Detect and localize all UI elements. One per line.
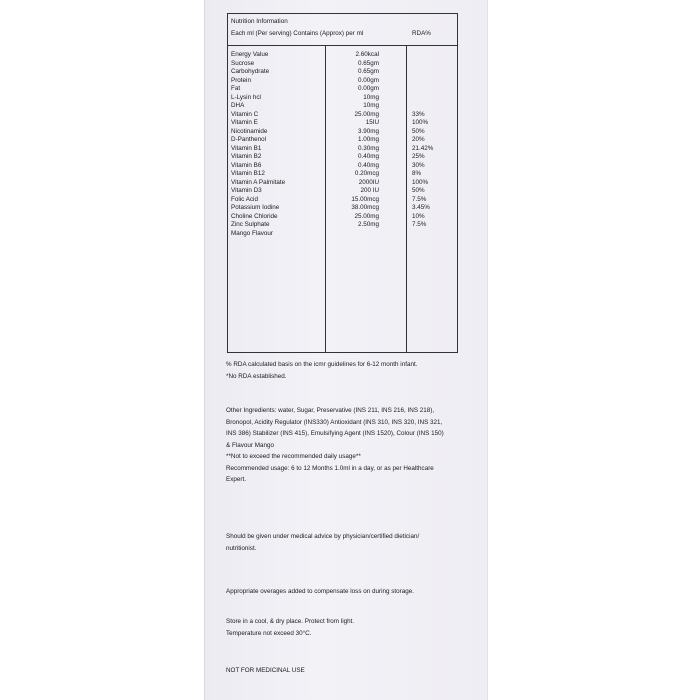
- nutrient-name: Vitamin B6: [231, 161, 262, 169]
- nutrient-rda: 100%: [412, 178, 429, 186]
- nutrient-value: 0.40mg: [357, 153, 379, 160]
- nutrient-name: Potassium Iodine: [231, 204, 280, 211]
- table-title: Nutrition Information: [231, 18, 288, 25]
- table-row: [228, 111, 457, 120]
- table-row: [228, 51, 457, 60]
- rda-header: RDA%: [412, 30, 431, 37]
- ingredients-line: INS 386) Stabilizer (INS 415), Emulsifying Agent (INS 1520), Colour (INS 150): [226, 430, 444, 437]
- table-row: [228, 170, 457, 179]
- nutrient-value: 0.00gm: [357, 85, 379, 92]
- nutrient-value: 0.65gm: [357, 59, 379, 67]
- table-row: [228, 204, 457, 213]
- nutrient-name: Sucrose: [231, 59, 255, 67]
- nutrient-name: Vitamin A Palmitate: [231, 178, 286, 186]
- daily-usage-warning: **Not to exceed the recommended daily usage**: [226, 453, 361, 460]
- nutrient-name: Vitamin B1: [231, 144, 262, 152]
- nutrient-name: Energy Value: [231, 51, 269, 58]
- storage-line: Temperature not exceed 30°C.: [226, 629, 312, 637]
- nutrient-rda: 7.5%: [412, 221, 427, 228]
- table-row: [228, 196, 457, 205]
- table-row: [228, 94, 457, 103]
- not-medicinal-text: NOT FOR MEDICINAL USE: [226, 667, 305, 674]
- nutrient-name: Fat: [231, 85, 241, 92]
- nutrient-name: Vitamin E: [231, 119, 258, 126]
- nutrient-value: 3.90mg: [357, 127, 379, 135]
- nutrition-table: [227, 13, 458, 353]
- table-row: [228, 187, 457, 196]
- table-row: [228, 119, 457, 128]
- table-row: [228, 153, 457, 162]
- nutrient-name: Mango Flavour: [231, 229, 273, 237]
- nutrient-rda: 10%: [412, 212, 425, 220]
- nutrient-rda: 100%: [412, 119, 429, 126]
- nutrient-rda: 33%: [412, 110, 425, 118]
- ingredients-line: & Flavour Mango: [226, 441, 274, 449]
- rda-note: [226, 359, 466, 382]
- medical-line: Should be given under medical advice by physician/certified dietician/: [226, 533, 420, 540]
- table-row: [228, 68, 457, 77]
- nutrient-name: DHA: [231, 102, 245, 109]
- overages-text: Appropriate overages added to compensate loss on during storage.: [226, 588, 414, 595]
- nutrient-value: 10mg: [363, 93, 379, 101]
- nutrient-name: Vitamin D3: [231, 187, 262, 194]
- table-row: [228, 213, 457, 222]
- nutrient-rda: 3.45%: [412, 204, 430, 211]
- nutrient-name: Nicotinamide: [231, 127, 268, 135]
- nutrient-value: 2.50mg: [357, 221, 379, 228]
- no-rda-text: *No RDA established.: [226, 372, 287, 380]
- ingredients-section: [226, 405, 466, 486]
- nutrient-name: Protein: [231, 76, 251, 84]
- nutrient-value: 15IU: [365, 119, 379, 126]
- table-header: [228, 14, 457, 46]
- nutrient-name: Vitamin C: [231, 110, 259, 118]
- ingredients-line: Bronopol, Acidity Regulator (INS330) Antioxidant (INS 310, INS 320, INS 321,: [226, 418, 443, 426]
- nutrient-value: 25.00mg: [354, 212, 379, 220]
- nutrient-name: Zinc Sulphate: [231, 221, 270, 228]
- nutrient-value: 10mg: [363, 102, 379, 109]
- ingredients-line: Other Ingredients: water, Sugar, Preservative (INS 211, INS 216, INS 218),: [226, 407, 435, 414]
- table-row: [228, 102, 457, 111]
- overages-note: [226, 586, 466, 598]
- nutrient-rda: 25%: [412, 153, 425, 160]
- nutrient-value: 0.40mg: [357, 161, 379, 169]
- table-row: [228, 145, 457, 154]
- table-body: [228, 51, 457, 238]
- nutrient-value: 38.00mcg: [351, 204, 379, 211]
- nutrient-value: 200 IU: [360, 187, 379, 194]
- nutrient-value: 0.30mg: [357, 144, 379, 152]
- nutrient-value: 0.20mcg: [354, 170, 379, 177]
- nutrient-name: L-Lysin hcl: [231, 93, 261, 101]
- table-row: [228, 128, 457, 137]
- table-row: [228, 230, 457, 239]
- table-row: [228, 179, 457, 188]
- not-medicinal-note: [226, 665, 466, 677]
- nutrient-value: 2.60kcal: [355, 51, 379, 58]
- nutrient-value: 0.65gm: [357, 68, 379, 75]
- nutrient-rda: 20%: [412, 136, 425, 143]
- table-row: [228, 136, 457, 145]
- nutrient-name: Folic Acid: [231, 195, 258, 203]
- nutrient-name: Carbohydrate: [231, 68, 270, 75]
- medical-line: nutritionist.: [226, 544, 257, 552]
- nutrient-rda: 8%: [412, 170, 422, 177]
- nutrient-rda: 50%: [412, 127, 425, 135]
- table-row: [228, 60, 457, 69]
- nutrient-value: 2000IU: [358, 178, 379, 186]
- nutrient-name: D-Panthenol: [231, 136, 267, 143]
- usage-line: Recommended usage: 6 to 12 Months 1.0ml in a day, or as per Healthcare: [226, 464, 434, 472]
- nutrient-value: 1.00mg: [357, 136, 379, 143]
- storage-section: [226, 616, 466, 639]
- nutrient-rda: 7.5%: [412, 195, 427, 203]
- nutrient-name: Choline Chloride: [231, 212, 278, 220]
- nutrient-rda: 21.42%: [412, 144, 434, 152]
- nutrient-value: 25.00mg: [354, 110, 379, 118]
- nutrient-name: Vitamin B12: [231, 170, 265, 177]
- rda-basis-text: % RDA calculated basis on the icmr guidelines for 6-12 month infant.: [226, 361, 418, 368]
- nutrient-rda: 50%: [412, 187, 425, 194]
- table-row: [228, 162, 457, 171]
- usage-line: Expert.: [226, 476, 246, 483]
- nutrient-value: 15.00mcg: [351, 195, 379, 203]
- nutrient-value: 0.00gm: [357, 76, 379, 84]
- table-row: [228, 85, 457, 94]
- table-row: [228, 77, 457, 86]
- medical-advice: [226, 531, 466, 554]
- nutrient-rda: 30%: [412, 161, 425, 169]
- table-subheader: Each ml (Per serving) Contains (Approx) per ml: [231, 30, 364, 37]
- table-row: [228, 221, 457, 230]
- storage-line: Store in a cool, & dry place. Protect from light.: [226, 618, 355, 625]
- nutrient-name: Vitamin B2: [231, 153, 262, 160]
